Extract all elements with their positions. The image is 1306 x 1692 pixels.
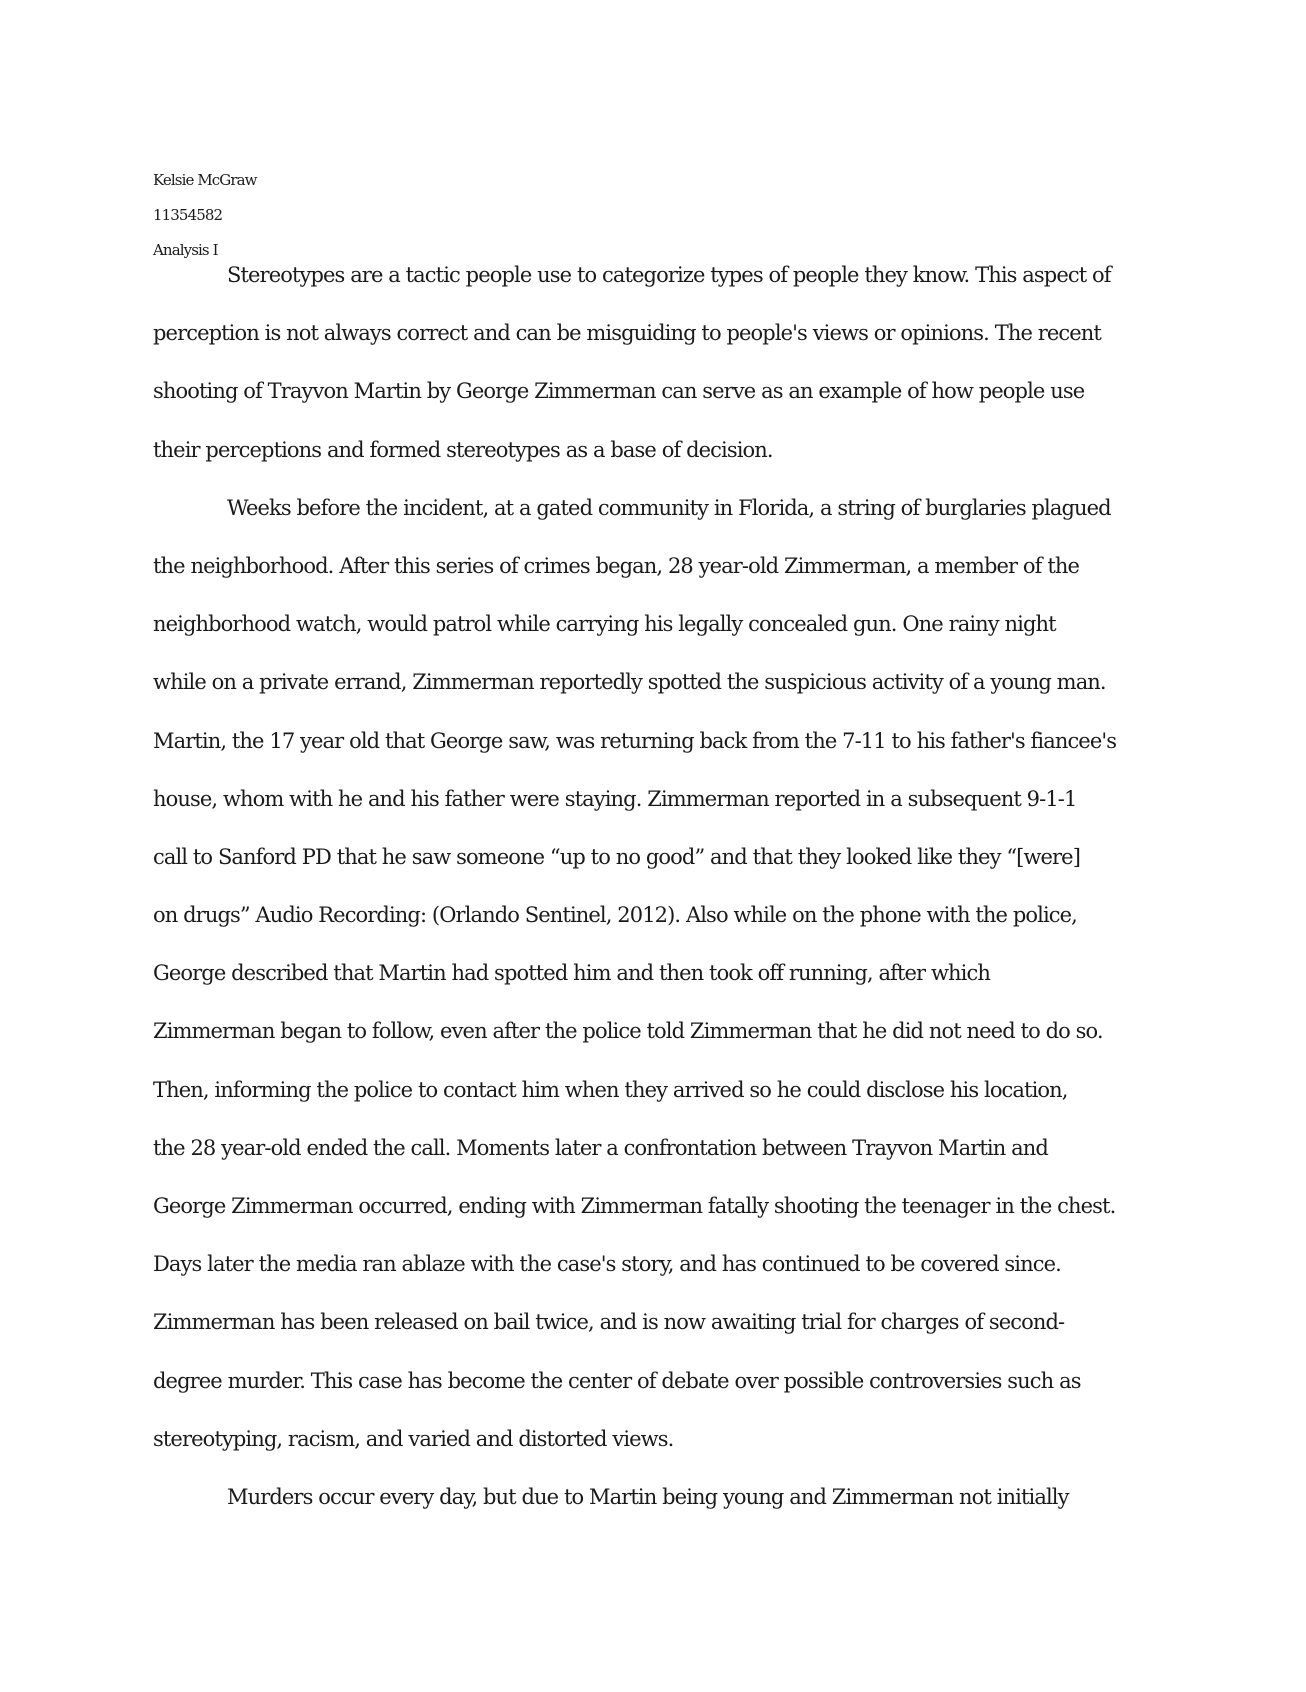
text-line: George Zimmerman occurred, ending with Zimmerman fatally shooting the teenager in the chest. bbox=[153, 1194, 1116, 1218]
text-line: neighborhood watch, would patrol while carrying his legally concealed gun. One rainy night bbox=[153, 612, 1056, 637]
text-line: Stereotypes are a tactic people use to categorize types of people they know. This aspect of bbox=[227, 263, 1111, 287]
text-line: Zimmerman has been released on bail twice, and is now awaiting trial for charges of second- bbox=[153, 1310, 1065, 1335]
text-line: on drugs” Audio Recording: (Orlando Sentinel, 2012). Also while on the phone with the police, bbox=[153, 903, 1077, 928]
text-line: Martin, the 17 year old that George saw, was returning back from the 7-11 to his father's fiancee's bbox=[153, 728, 1117, 753]
text-line: the neighborhood. After this series of crimes began, 28 year-old Zimmerman, a member of the bbox=[153, 553, 1080, 578]
text-line: house, whom with he and his father were staying. Zimmerman reported in a subsequent 9-1-1 bbox=[153, 786, 1077, 811]
text-line: shooting of Trayvon Martin by George Zimmerman can serve as an example of how people use bbox=[153, 379, 1085, 404]
student-id: 11354582 bbox=[153, 206, 223, 224]
text-line: Weeks before the incident, at a gated community in Florida, a string of burglaries plagued bbox=[227, 495, 1111, 520]
text-line: call to Sanford PD that he saw someone “up to no good” and that they looked like they “[were] bbox=[153, 844, 1081, 869]
author-name: Kelsie McGraw bbox=[153, 171, 257, 189]
text-line: George described that Martin had spotted him and then took off running, after which bbox=[153, 961, 990, 986]
assignment-title: Analysis I bbox=[153, 241, 218, 259]
text-line: Zimmerman began to follow, even after the police told Zimmerman that he did not need to do so. bbox=[153, 1019, 1103, 1044]
text-line: degree murder. This case has become the center of debate over possible controversies such as bbox=[153, 1368, 1081, 1393]
text-line: perception is not always correct and can be misguiding to people's views or opinions. The recent bbox=[153, 321, 1101, 346]
text-line: the 28 year-old ended the call. Moments later a confrontation between Trayvon Martin and bbox=[153, 1135, 1048, 1160]
document-header bbox=[153, 163, 753, 268]
text-line: Days later the media ran ablaze with the case's story, and has continued to be covered since. bbox=[153, 1252, 1061, 1277]
document-body bbox=[153, 260, 1153, 1540]
text-line: Then, informing the police to contact him when they arrived so he could disclose his location, bbox=[153, 1077, 1068, 1102]
text-line: Murders occur every day, but due to Martin being young and Zimmerman not initially bbox=[227, 1484, 1069, 1509]
text-line: stereotyping, racism, and varied and distorted views. bbox=[153, 1426, 674, 1451]
text-line: while on a private errand, Zimmerman reportedly spotted the suspicious activity of a young man. bbox=[153, 670, 1106, 695]
text-line: their perceptions and formed stereotypes as a base of decision. bbox=[153, 437, 773, 462]
